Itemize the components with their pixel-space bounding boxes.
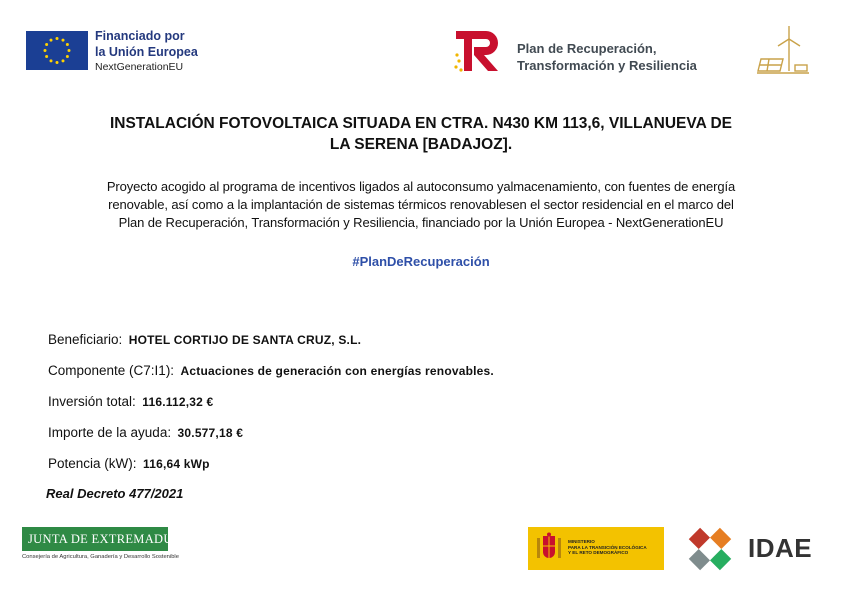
field-label: Componente (C7:I1): — [48, 363, 175, 378]
decree-reference: Real Decreto 477/2021 — [46, 486, 184, 501]
prtr-line1: Plan de Recuperación, — [517, 41, 657, 56]
ministerio-line3: Y EL RETO DEMOGRÁFICO — [568, 550, 629, 556]
title-line1: INSTALACIÓN FOTOVOLTAICA SITUADA EN CTRA. N430 KM 113,6, VILLANUEVA DE — [109, 115, 733, 132]
description-line2: renovable, así como a la implantación de sistemas térmicos renovablesen el sector residencial en el marco del — [108, 197, 734, 213]
eu-star-icon — [68, 49, 71, 52]
eu-logo-line2: la Unión Europea — [95, 44, 198, 59]
ministerio-logo — [528, 527, 664, 570]
junta-extremadura-logo — [22, 527, 191, 560]
field-value: 116,64 kWp — [142, 457, 210, 471]
field-value: 30.577,18 € — [177, 426, 244, 440]
coat-of-arms-icon — [536, 532, 562, 565]
eu-star-icon — [45, 55, 48, 58]
field-value: Actuaciones de generación con energías renovables. — [180, 364, 494, 378]
field-importe — [48, 424, 243, 442]
eu-star-icon — [66, 55, 69, 58]
description-line1: Proyecto acogido al programa de incentivos ligados al autoconsumo yalmacenamiento, con fuentes de energía — [106, 179, 736, 194]
field-beneficiario — [48, 331, 361, 349]
field-label: Inversión total: — [48, 394, 136, 409]
eu-logo-line1: Financiado por — [95, 29, 185, 43]
wind-solar-icon — [755, 25, 811, 77]
eu-funding-logo — [95, 29, 198, 74]
eu-logo-line3: NextGenerationEU — [95, 61, 184, 74]
eu-star-icon — [56, 37, 59, 40]
page-title — [40, 113, 802, 156]
eu-star-icon — [62, 39, 65, 42]
field-value: HOTEL CORTIJO DE SANTA CRUZ, S.L. — [128, 333, 362, 347]
ministerio-line1: MINISTERIO — [568, 539, 595, 544]
prtr-logo-icon — [452, 29, 504, 73]
description-line3: Plan de Recuperación, Transformación y Resiliencia, financiado por la Unión Europea - NextGenerationEU — [118, 215, 724, 231]
eu-star-icon — [45, 43, 48, 46]
field-inversion — [48, 393, 213, 411]
eu-star-icon — [50, 59, 53, 62]
junta-name: JUNTA DE EXTREMADURA — [22, 527, 168, 551]
project-description — [30, 178, 812, 233]
field-potencia — [48, 455, 210, 473]
field-label: Beneficiario: — [48, 332, 123, 347]
idae-logo-text: IDAE — [748, 533, 813, 563]
eu-star-icon — [50, 39, 53, 42]
prtr-line2: Transformación y Resiliencia — [517, 57, 697, 73]
prtr-logo-text — [517, 41, 697, 75]
eu-star-icon — [44, 49, 47, 52]
eu-flag-icon — [26, 31, 88, 70]
idae-logo-icon — [677, 525, 743, 573]
field-label: Potencia (kW): — [48, 456, 137, 471]
ministerio-line2: PARA LA TRANSICIÓN ECOLÓGICA — [568, 544, 647, 550]
field-componente — [48, 362, 494, 380]
field-value: 116.112,32 € — [142, 395, 214, 409]
eu-star-icon — [66, 43, 69, 46]
field-label: Importe de la ayuda: — [48, 425, 172, 440]
title-line2: LA SERENA [BADAJOZ]. — [329, 136, 513, 154]
hashtag: #PlanDeRecuperación — [352, 254, 490, 269]
eu-star-icon — [56, 61, 59, 64]
eu-star-icon — [62, 59, 65, 62]
junta-subtitle: Consejería de Agricultura, Ganadería y Desarrollo Sostenible — [22, 554, 179, 560]
